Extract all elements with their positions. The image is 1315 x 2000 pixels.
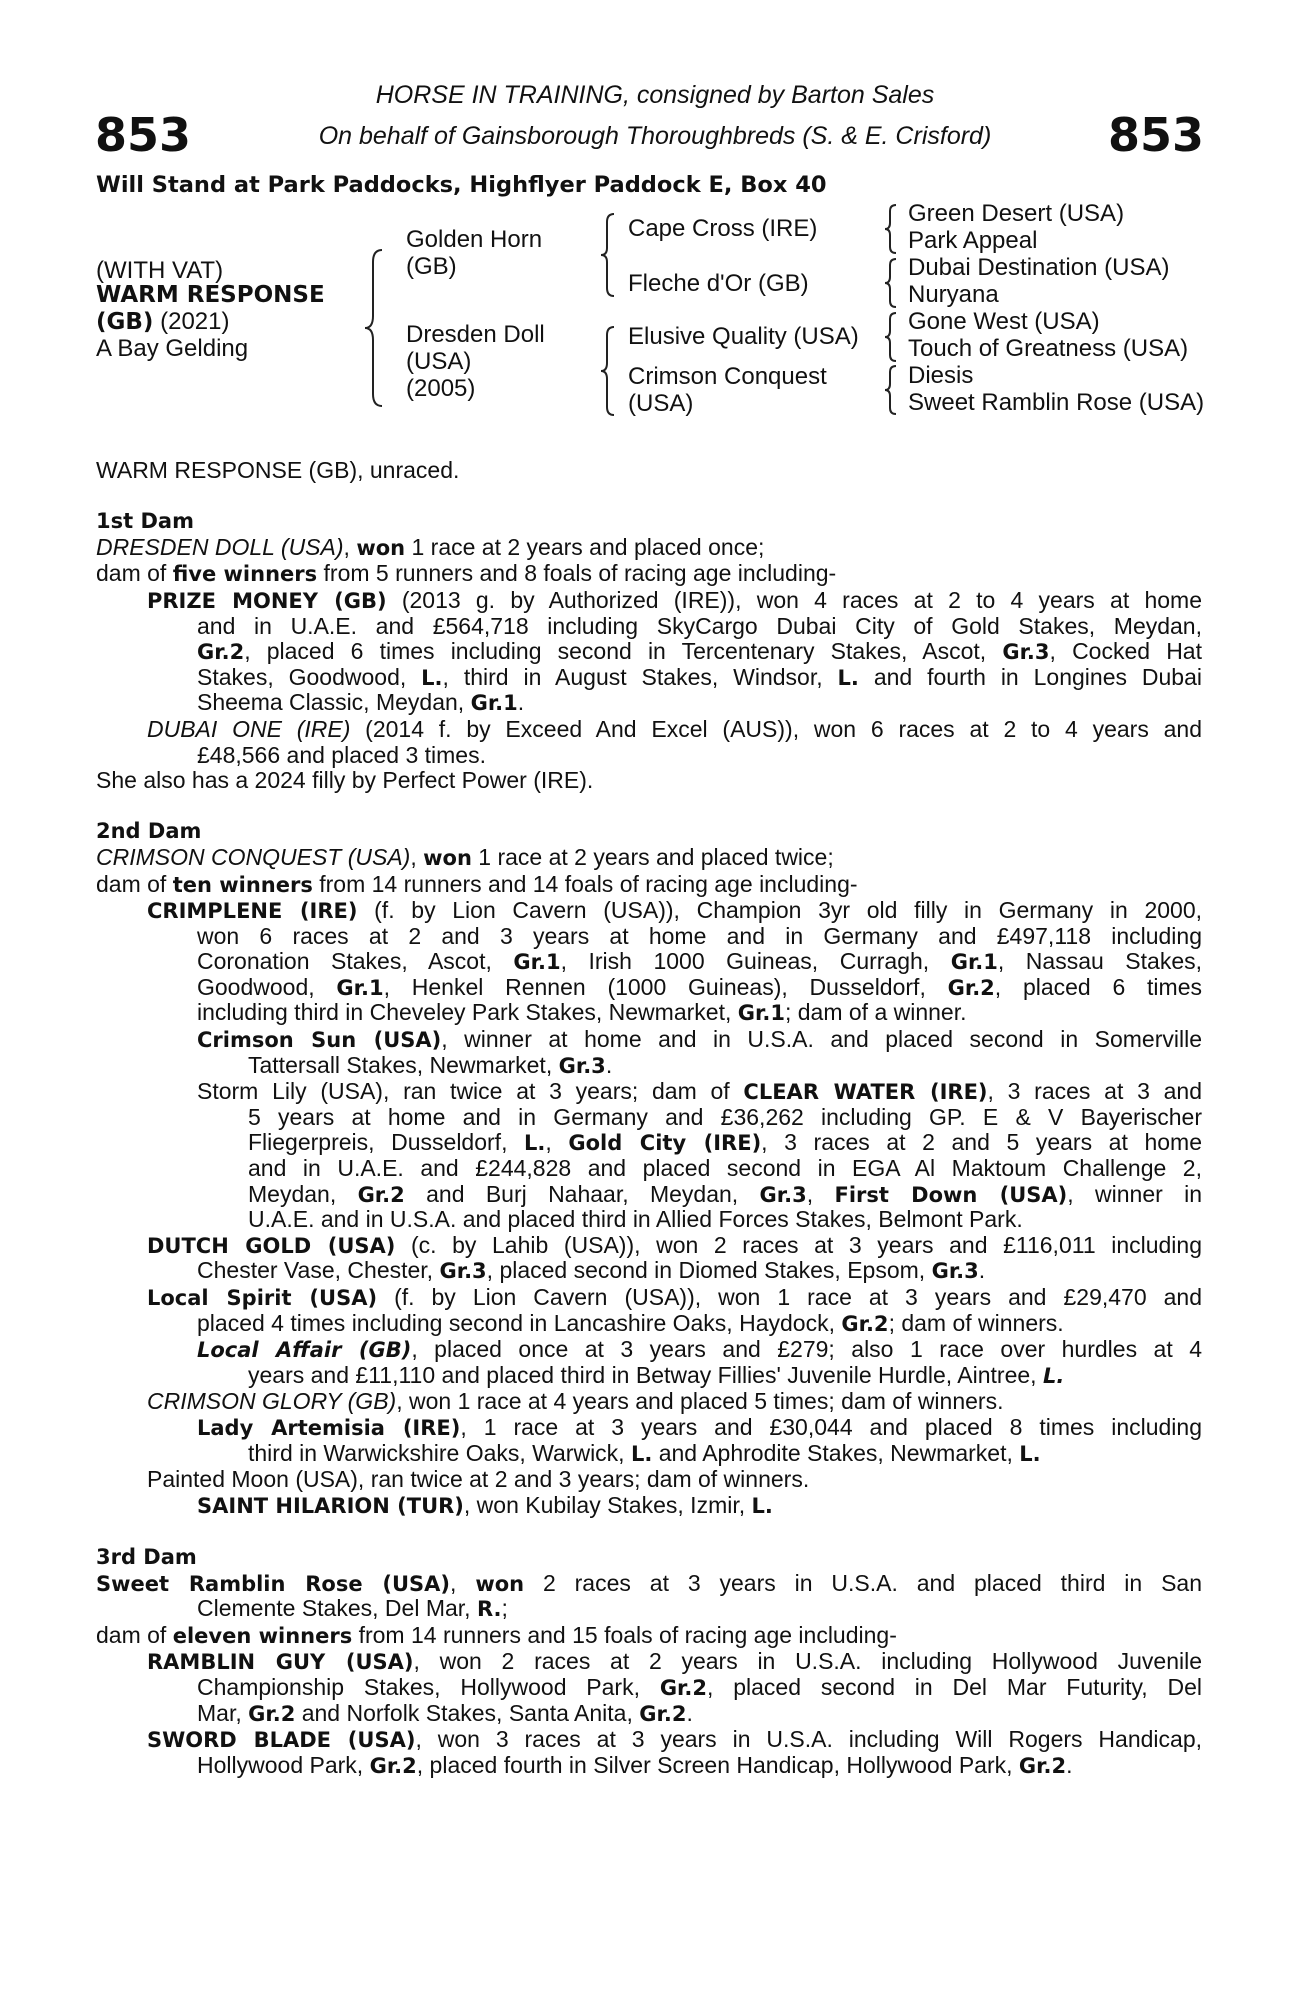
produce-entry: RAMBLIN GUY (USA), won 2 races at 2 years in U.S.A. including Hollywood Juvenile [147, 1649, 1202, 1675]
produce-entry-cont: won 6 races at 2 and 3 years at home and in Germany and £497,118 including [197, 923, 1202, 949]
produce-entry-cont: and in U.A.E. and £564,718 including SkyCargo Dubai City of Gold Stakes, Meydan, [197, 613, 1202, 639]
pedigree-brace-main [362, 248, 386, 408]
section-first-dam: 1st Dam [96, 509, 194, 534]
produce-entry-cont: placed 4 times including second in Lancashire Oaks, Haydock, Gr.2; dam of winners. [197, 1310, 1064, 1336]
page-title: HORSE IN TRAINING, consigned by Barton Sales [375, 81, 935, 109]
grandproduce-entry: Lady Artemisia (IRE), 1 race at 3 years and £30,044 and placed 8 times including [197, 1414, 1202, 1440]
ggp-3: Dubai Destination (USA) [908, 254, 1170, 281]
produce-entry: Painted Moon (USA), ran twice at 2 and 3 years; dam of winners. [147, 1467, 810, 1493]
catalogue-body [96, 458, 1202, 1779]
grandproduce-entry-cont: U.A.E. and in U.S.A. and placed third in Allied Forces Stakes, Belmont Park. [248, 1207, 1023, 1233]
section-third-dam: 3rd Dam [96, 1544, 197, 1569]
sire-name: Golden Horn (GB) [406, 226, 543, 280]
horse-description: A Bay Gelding [96, 335, 249, 362]
grandproduce-entry-cont: Fliegerpreis, Dusseldorf, L., Gold City (IRE), 3 races at 2 and 5 years at home [248, 1130, 1202, 1156]
ggp-2: Park Appeal [908, 227, 1038, 254]
produce-entry-cont: Coronation Stakes, Ascot, Gr.1, Irish 1000 Guineas, Curragh, Gr.1, Nassau Stakes, [197, 949, 1202, 975]
produce-entry-cont: Championship Stakes, Hollywood Park, Gr.2, placed second in Del Mar Futurity, Del [197, 1674, 1202, 1700]
grandproduce-entry: Storm Lily (USA), ran twice at 3 years; dam of CLEAR WATER (IRE), 3 races at 3 and [197, 1079, 1202, 1105]
produce-entry-cont: Sheema Classic, Meydan, Gr.1. [197, 690, 525, 716]
second-dam-summary: dam of ten winners from 14 runners and 14 foals of racing age including- [96, 871, 858, 897]
first-dam-line: DRESDEN DOLL (USA), won 1 race at 2 years and placed once; [96, 534, 765, 560]
produce-entry-cont: Stakes, Goodwood, L., third in August Stakes, Windsor, L. and fourth in Longines Dubai [197, 664, 1202, 690]
grandproduce-entry: Local Affair (GB), placed once at 3 years and £279; also 1 race over hurdles at 4 [197, 1337, 1202, 1363]
produce-entry: DUBAI ONE (IRE) (2014 f. by Exceed And Excel (AUS)), won 6 races at 2 to 4 years and [147, 716, 1202, 742]
sire-dam: Fleche d'Or (GB) [628, 270, 809, 297]
pedigree-brace-dam [598, 325, 618, 417]
grandproduce-entry-cont: years and £11,110 and placed third in Betway Fillies' Juvenile Hurdle, Aintree, L. [248, 1362, 1065, 1388]
dam-name: Dresden Doll (USA) (2005) [406, 321, 545, 402]
ggp-5: Gone West (USA) [908, 308, 1100, 335]
produce-note: She also has a 2024 filly by Perfect Power (IRE). [96, 768, 594, 794]
ggp-6: Touch of Greatness (USA) [908, 335, 1189, 362]
produce-entry-cont: Goodwood, Gr.1, Henkel Rennen (1000 Guineas), Dusseldorf, Gr.2, placed 6 times [197, 974, 1202, 1000]
consignor-line: On behalf of Gainsborough Thoroughbreds (S. & E. Crisford) [318, 122, 992, 150]
pedigree-brace-ggp-4 [882, 364, 900, 416]
produce-entry: CRIMPLENE (IRE) (f. by Lion Cavern (USA)), Champion 3yr old filly in Germany in 2000, [147, 898, 1202, 924]
horse-name: WARM RESPONSE [96, 282, 325, 308]
horse-year: (2021) [160, 308, 230, 335]
first-dam-summary: dam of five winners from 5 runners and 8 foals of racing age including- [96, 561, 837, 587]
pedigree-brace-ggp-1 [882, 203, 900, 255]
race-record: WARM RESPONSE (GB), unraced. [96, 458, 460, 483]
produce-entry: DUTCH GOLD (USA) (c. by Lahib (USA)), won 2 races at 3 years and £116,011 including [147, 1232, 1202, 1258]
produce-entry: SWORD BLADE (USA), won 3 races at 3 years in U.S.A. including Will Rogers Handicap, [147, 1727, 1202, 1753]
grandproduce-entry: SAINT HILARION (TUR), won Kubilay Stakes, Izmir, L. [197, 1492, 773, 1518]
grandproduce-entry: Crimson Sun (USA), winner at home and in U.S.A. and placed second in Somerville [197, 1027, 1202, 1053]
grandproduce-entry-cont: Meydan, Gr.2 and Burj Nahaar, Meydan, Gr.3, First Down (USA), winner in [248, 1181, 1202, 1207]
produce-entry: PRIZE MONEY (GB) (2013 g. by Authorized (IRE)), won 4 races at 2 to 4 years at home [147, 587, 1202, 613]
produce-entry-cont: including third in Cheveley Park Stakes, Newmarket, Gr.1; dam of a winner. [197, 1000, 967, 1026]
produce-entry: CRIMSON GLORY (GB), won 1 race at 4 years and placed 5 times; dam of winners. [147, 1389, 1004, 1415]
dam-sire: Elusive Quality (USA) [628, 323, 859, 350]
second-dam-line: CRIMSON CONQUEST (USA), won 1 race at 2 years and placed twice; [96, 844, 834, 870]
vat-note: (WITH VAT) [96, 257, 224, 284]
pedigree-brace-ggp-2 [882, 257, 900, 309]
ggp-7: Diesis [908, 362, 974, 389]
ggp-1: Green Desert (USA) [908, 200, 1125, 227]
lot-number-left: 853 [95, 108, 192, 162]
dam-dam: Crimson Conquest (USA) [628, 363, 827, 417]
grandproduce-entry-cont: Tattersall Stakes, Newmarket, Gr.3. [248, 1052, 613, 1078]
produce-entry-cont: Hollywood Park, Gr.2, placed fourth in Silver Screen Handicap, Hollywood Park, Gr.2. [197, 1752, 1073, 1778]
pedigree-brace-ggp-3 [882, 311, 900, 363]
produce-entry-cont: Mar, Gr.2 and Norfolk Stakes, Santa Anita, Gr.2. [197, 1700, 693, 1726]
grandproduce-entry-cont: 5 years at home and in Germany and £36,262 including GP. E & V Bayerischer [248, 1104, 1202, 1130]
stand-location: Will Stand at Park Paddocks, Highflyer Paddock E, Box 40 [96, 172, 827, 198]
sire-sire: Cape Cross (IRE) [628, 215, 818, 242]
produce-entry-cont: Gr.2, placed 6 times including second in Tercentenary Stakes, Ascot, Gr.3, Cocked Hat [197, 639, 1202, 665]
pedigree-brace-sire [598, 212, 618, 298]
horse-origin-year [96, 308, 229, 336]
third-dam-line: Sweet Ramblin Rose (USA), won 2 races at 3 years in U.S.A. and placed third in San [96, 1570, 1202, 1596]
horse-origin: (GB) [96, 309, 154, 335]
ggp-8: Sweet Ramblin Rose (USA) [908, 389, 1205, 416]
third-dam-line-cont: Clemente Stakes, Del Mar, R.; [197, 1596, 508, 1622]
grandproduce-entry-cont: third in Warwickshire Oaks, Warwick, L. and Aphrodite Stakes, Newmarket, L. [248, 1440, 1041, 1466]
great-grandparents [908, 200, 1204, 416]
produce-entry-cont: £48,566 and placed 3 times. [197, 742, 486, 768]
third-dam-summary: dam of eleven winners from 14 runners and 15 foals of racing age including- [96, 1622, 897, 1648]
produce-entry-cont: Chester Vase, Chester, Gr.3, placed second in Diomed Stakes, Epsom, Gr.3. [197, 1258, 986, 1284]
lot-number-right: 853 [1108, 108, 1205, 162]
grandproduce-entry-cont: and in U.A.E. and £244,828 and placed second in EGA Al Maktoum Challenge 2, [248, 1156, 1202, 1182]
ggp-4: Nuryana [908, 281, 999, 308]
produce-entry: Local Spirit (USA) (f. by Lion Cavern (USA)), won 1 race at 3 years and £29,470 and [147, 1285, 1202, 1310]
section-second-dam: 2nd Dam [96, 819, 202, 844]
